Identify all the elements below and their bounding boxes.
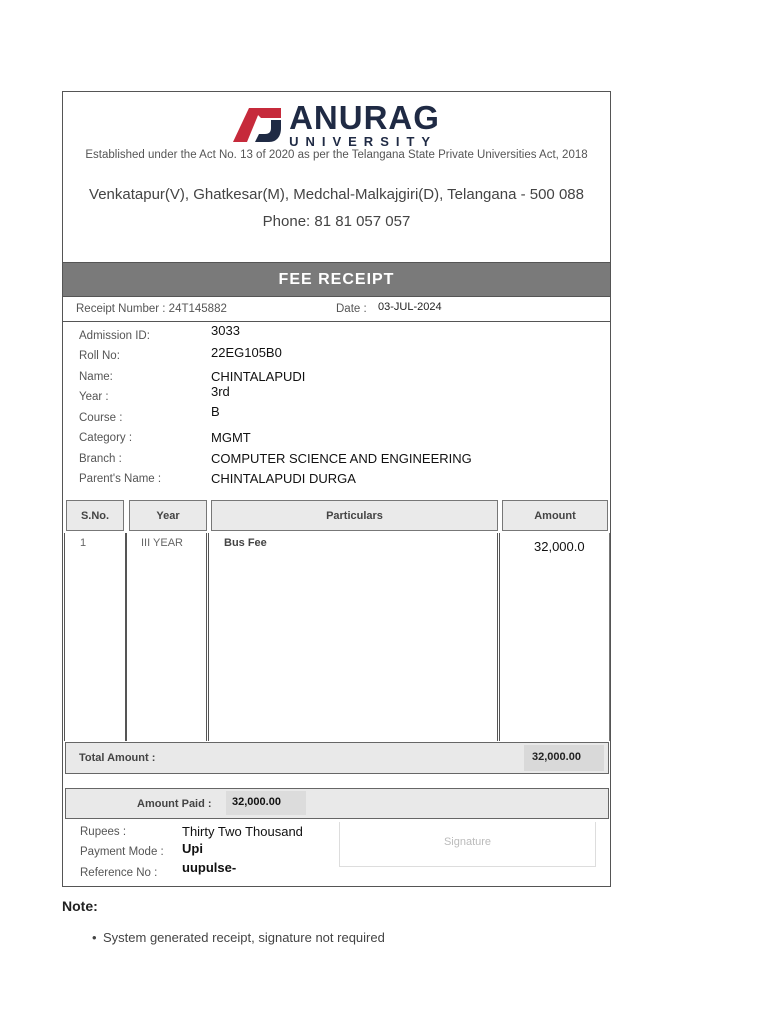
parent-name-label: Parent's Name : [79,473,162,485]
anurag-logo-icon [233,104,283,144]
header-amount: Amount [502,500,608,531]
admission-id-label: Admission ID: [79,330,150,342]
branch-row [63,449,610,469]
year-row [63,384,610,407]
date-label: Date : [336,303,367,315]
payment-mode-label: Payment Mode : [80,846,164,858]
receipt-number: Receipt Number : 24T145882 [76,303,227,315]
university-logo [63,98,610,149]
row-year: III YEAR [141,537,183,549]
course-value: B [211,404,220,419]
total-amount-value: 32,000.00 [524,745,604,771]
fee-receipt [62,91,611,887]
note-title: Note: [62,898,98,914]
roll-no-label: Roll No: [79,350,120,362]
category-label: Category : [79,432,133,444]
amount-paid-label: Amount Paid : [137,798,212,810]
header-sno: S.No. [66,500,124,531]
rupees-label: Rupees : [80,826,127,838]
branch-label: Branch : [79,453,122,465]
logo-name: ANURAG [289,98,440,136]
column-sno [64,533,127,741]
amount-paid-row [65,788,609,819]
year-label: Year : [79,391,109,403]
signature-box: Signature [339,822,596,867]
total-amount-row [65,742,609,774]
course-label: Course : [79,412,123,424]
column-particulars [206,533,500,741]
note-item: • System generated receipt, signature not required [103,930,385,945]
category-value: MGMT [211,430,251,445]
name-label: Name: [79,371,113,383]
header-year: Year [129,500,207,531]
row-amount: 32,000.0 [534,539,585,554]
reference-value: uupulse- [182,860,237,875]
payment-mode-value: Upi [182,841,203,856]
receipt-title: FEE RECEIPT [63,262,610,297]
roll-no-value: 22EG105B0 [211,345,282,360]
course-row [63,404,610,428]
name-row [63,367,610,387]
amount-paid-value: 32,000.00 [226,791,306,815]
column-amount [497,533,610,741]
row-sno: 1 [80,537,87,549]
reference-label: Reference No : [80,867,158,879]
admission-id-value: 3033 [211,323,240,338]
total-amount-label: Total Amount : [79,752,156,764]
fee-table [64,500,610,742]
column-year [125,533,209,741]
receipt-meta [63,297,610,322]
roll-no-row [63,346,610,366]
admission-id-row [63,323,610,346]
logo-subtitle: UNIVERSITY [289,133,438,149]
parent-name-value: CHINTALAPUDI DURGA [211,471,356,486]
university-phone: Phone: 81 81 057 057 [262,213,411,230]
rupees-value: Thirty Two Thousand [182,824,303,839]
establishment-text: Established under the Act No. 13 of 2020 as per the Telangana State Private Universities Act, 2018 [85,149,588,161]
parent-name-row [63,469,610,489]
category-row [63,428,610,448]
name-value: CHINTALAPUDI [211,369,306,384]
header-particulars: Particulars [211,500,498,531]
year-value: 3rd [211,384,230,399]
row-particulars: Bus Fee [224,537,267,549]
university-address: Venkatapur(V), Ghatkesar(M), Medchal-Malkajgiri(D), Telangana - 500 088 [89,186,584,203]
branch-value: COMPUTER SCIENCE AND ENGINEERING [211,451,472,466]
date-value: 03-JUL-2024 [375,297,460,319]
